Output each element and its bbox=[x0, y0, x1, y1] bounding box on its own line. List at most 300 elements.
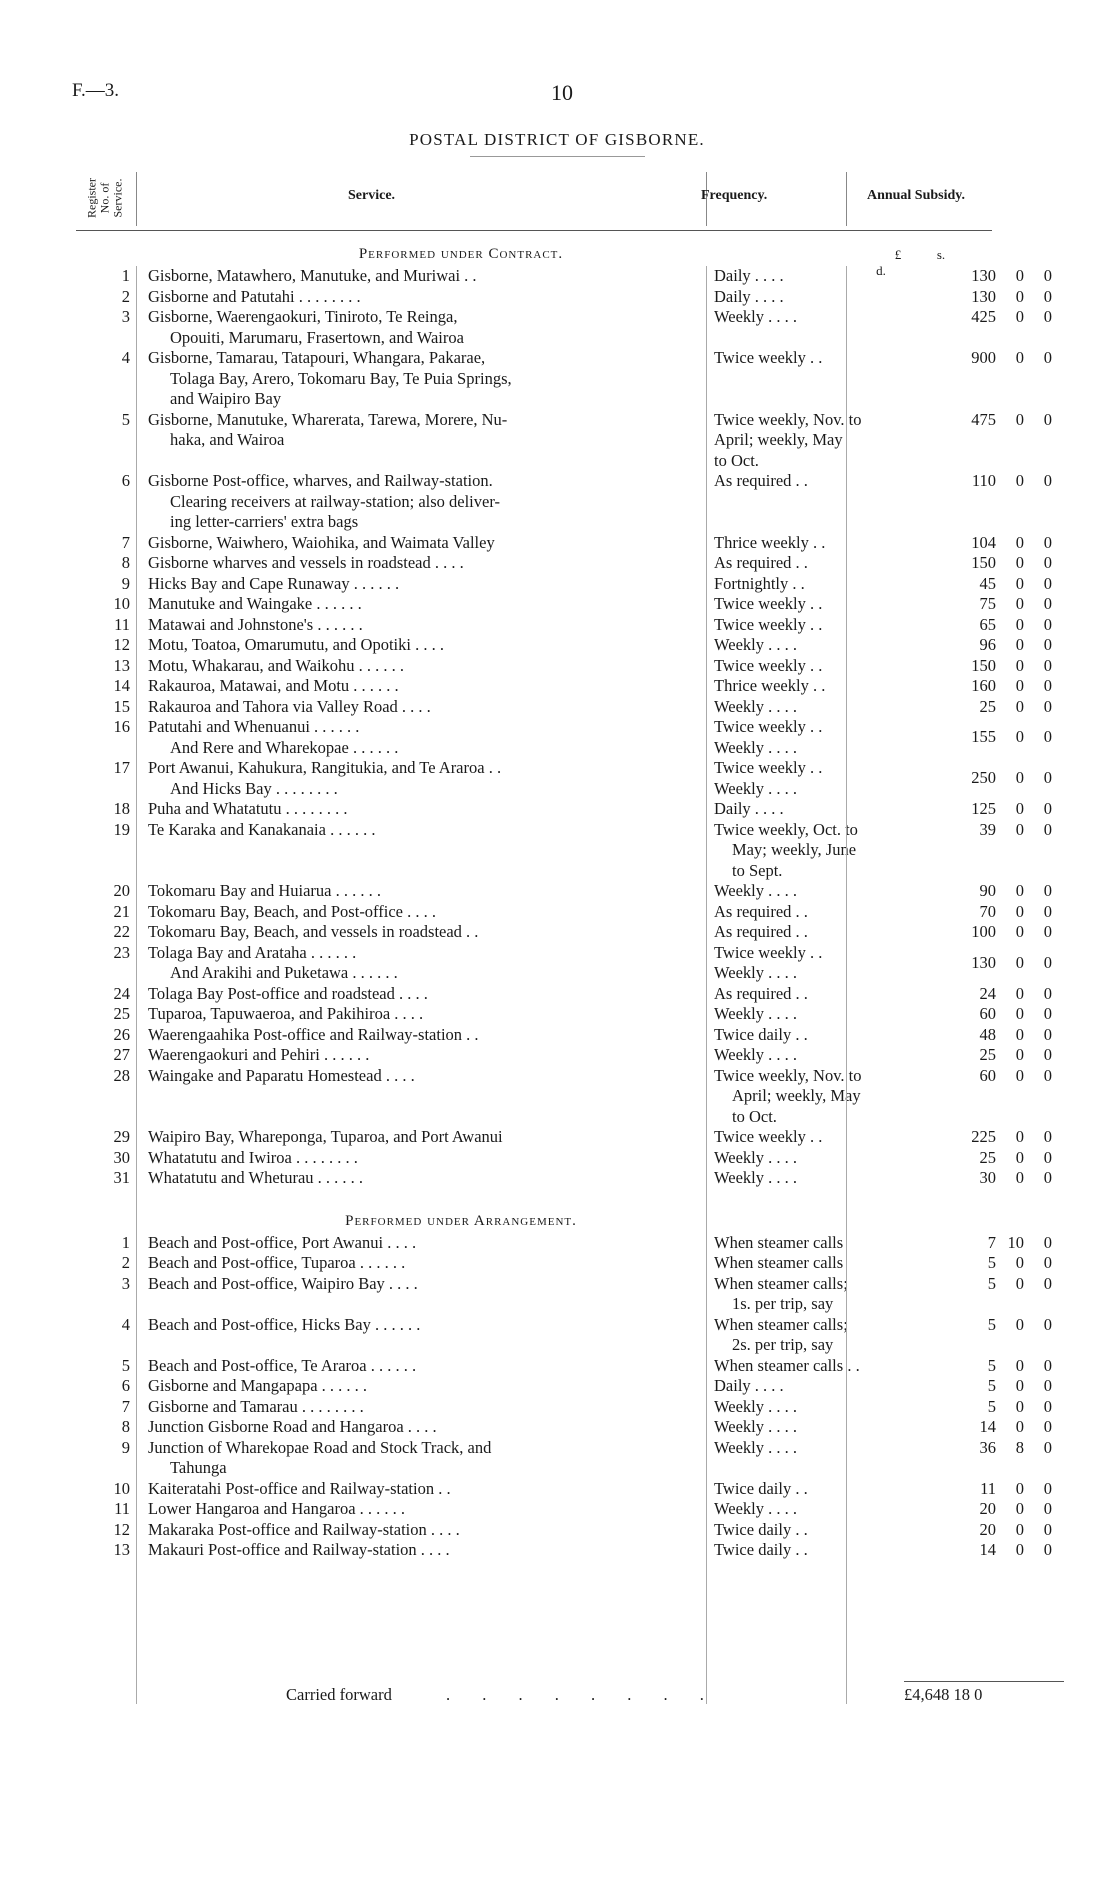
unit-pence: d. bbox=[876, 263, 886, 278]
register-number: 4 bbox=[121, 1314, 130, 1334]
service-line: Tolaga Bay, Arero, Tokomaru Bay, Te Puia Springs, bbox=[170, 368, 512, 388]
page-reference: F.—3. bbox=[72, 80, 120, 101]
service-line: Whatatutu and Wheturau . . . . . . bbox=[148, 1168, 364, 1187]
frequency-line: Daily . . . . bbox=[714, 266, 784, 285]
frequency-cell bbox=[714, 1397, 904, 1418]
frequency-cell bbox=[714, 1520, 904, 1541]
subsidy-pence: 0 bbox=[1043, 799, 1052, 818]
subsidy-pounds: 20 bbox=[979, 1499, 996, 1518]
frequency-line: Weekly . . . . bbox=[714, 778, 797, 798]
subsidy-pence: 0 bbox=[1043, 983, 1052, 1003]
frequency-line: Twice weekly, Nov. to bbox=[714, 409, 862, 429]
table-row bbox=[76, 1273, 1052, 1315]
page-header bbox=[72, 80, 1052, 104]
service-cell bbox=[148, 902, 700, 923]
subsidy-shillings: 8 bbox=[1015, 1437, 1024, 1457]
service-cell bbox=[148, 1233, 700, 1254]
service-cell bbox=[148, 984, 700, 1005]
frequency-line: When steamer calls bbox=[714, 1232, 844, 1252]
subsidy-shillings: 0 bbox=[1015, 573, 1024, 593]
subsidy-pounds: 425 bbox=[971, 307, 996, 326]
frequency-cell bbox=[714, 533, 904, 554]
table-row bbox=[76, 1045, 1052, 1066]
frequency-cell bbox=[714, 1274, 904, 1315]
subsidy-pence: 0 bbox=[1043, 266, 1052, 285]
register-number: 21 bbox=[113, 901, 130, 921]
register-number: 3 bbox=[121, 1273, 130, 1293]
register-number: 10 bbox=[113, 1478, 130, 1498]
service-cell bbox=[148, 471, 700, 533]
frequency-line: to Oct. bbox=[732, 1106, 777, 1126]
service-line bbox=[148, 1086, 694, 1107]
subsidy-pence: 0 bbox=[1043, 1168, 1052, 1187]
service-line bbox=[148, 1335, 694, 1356]
frequency-header: Frequency. bbox=[701, 188, 768, 203]
subsidy-pence: 0 bbox=[1043, 1004, 1052, 1023]
table-row bbox=[76, 1314, 1052, 1356]
subsidy-shillings: 0 bbox=[1015, 1147, 1024, 1167]
service-cell bbox=[148, 1356, 700, 1377]
service-cell bbox=[148, 1148, 700, 1169]
frequency-line: Twice weekly, Nov. to bbox=[714, 1065, 862, 1085]
service-cell bbox=[148, 307, 700, 348]
frequency-cell bbox=[714, 799, 904, 820]
service-cell bbox=[148, 1025, 700, 1046]
register-number: 31 bbox=[113, 1168, 130, 1187]
subsidy-pence: 0 bbox=[1043, 635, 1052, 654]
frequency-line: 2s. per trip, say bbox=[732, 1335, 834, 1354]
register-number: 5 bbox=[121, 1355, 130, 1375]
frequency-line: Twice weekly . . bbox=[714, 594, 823, 613]
frequency-cell bbox=[714, 1253, 904, 1274]
service-line: Beach and Post-office, Te Araroa . . . . . . bbox=[148, 1355, 417, 1375]
service-cell bbox=[148, 553, 700, 574]
subsidy-pounds: 75 bbox=[979, 594, 996, 613]
frequency-line: Twice daily . . bbox=[714, 1024, 808, 1044]
subsidy-shillings: 0 bbox=[1015, 952, 1024, 972]
service-line: And Rere and Wharekopae . . . . . . bbox=[170, 737, 399, 757]
service-cell bbox=[148, 1045, 700, 1066]
subsidy-pence: 0 bbox=[1043, 348, 1052, 367]
table-row bbox=[76, 901, 1052, 923]
subsidy-pence: 0 bbox=[1043, 727, 1052, 746]
register-number: 10 bbox=[113, 594, 130, 613]
table-row bbox=[76, 799, 1052, 820]
service-line: Puha and Whatatutu . . . . . . . . bbox=[148, 799, 348, 818]
service-line: Kaiteratahi Post-office and Railway-station . . bbox=[148, 1478, 451, 1498]
subsidy-pounds: 70 bbox=[979, 901, 996, 921]
subsidy-shillings: 0 bbox=[1015, 471, 1024, 490]
subsidy-shillings: 0 bbox=[1015, 983, 1024, 1003]
service-cell bbox=[148, 758, 700, 799]
subsidy-shillings: 0 bbox=[1015, 553, 1024, 572]
register-number: 6 bbox=[121, 471, 130, 490]
register-number: 7 bbox=[121, 1396, 130, 1416]
register-number: 9 bbox=[121, 1437, 130, 1457]
service-line: Port Awanui, Kahukura, Rangitukia, and Te Araroa . . bbox=[148, 758, 502, 777]
table-row bbox=[76, 614, 1052, 636]
frequency-line: to Oct. bbox=[714, 450, 759, 470]
table-row bbox=[76, 1396, 1052, 1418]
table-row bbox=[76, 1437, 1052, 1479]
frequency-cell bbox=[714, 717, 904, 758]
subsidy-shillings: 0 bbox=[1015, 594, 1024, 613]
subsidy-pounds: 25 bbox=[979, 1045, 996, 1064]
service-cell bbox=[148, 348, 700, 410]
subsidy-pence: 0 bbox=[1043, 1437, 1052, 1457]
subsidy-shillings: 0 bbox=[1015, 266, 1024, 285]
subsidy-pence: 0 bbox=[1043, 1314, 1052, 1334]
service-line: Tuparoa, Tapuwaeroa, and Pakihiroa . . . . bbox=[148, 1004, 424, 1023]
table-row bbox=[76, 1355, 1052, 1377]
frequency-line: Weekly . . . . bbox=[714, 1499, 797, 1518]
unit-shillings: s. bbox=[936, 247, 946, 262]
unit-pounds: £ bbox=[894, 247, 902, 262]
frequency-line: As required . . bbox=[714, 922, 808, 941]
subsidy-pounds: 100 bbox=[971, 922, 996, 941]
subsidy-pence: 0 bbox=[1043, 952, 1052, 972]
service-line: Gisborne, Tamarau, Tatapouri, Whangara, Pakarae, bbox=[148, 348, 486, 367]
register-number: 15 bbox=[113, 696, 130, 716]
table-row bbox=[76, 635, 1052, 656]
service-line: Beach and Post-office, Tuparoa . . . . . . bbox=[148, 1253, 406, 1272]
frequency-line: When steamer calls bbox=[714, 1253, 844, 1272]
subsidy-pounds: 5 bbox=[987, 1376, 996, 1395]
frequency-line: Weekly . . . . bbox=[714, 963, 797, 982]
subsidy-pence: 0 bbox=[1043, 1253, 1052, 1272]
subsidy-pounds: 14 bbox=[979, 1540, 996, 1559]
frequency-line: Weekly . . . . bbox=[714, 1417, 797, 1436]
subsidy-pounds: 110 bbox=[971, 471, 996, 490]
frequency-line: As required . . bbox=[714, 983, 808, 1003]
register-number: 19 bbox=[113, 819, 130, 839]
frequency-cell bbox=[714, 881, 904, 902]
subsidy-shillings: 0 bbox=[1015, 1417, 1024, 1436]
service-line: Gisborne Post-office, wharves, and Railway-station. bbox=[148, 471, 493, 490]
section-gap bbox=[76, 1189, 992, 1209]
frequency-line: Weekly . . . . bbox=[714, 635, 797, 654]
table-row bbox=[76, 696, 1052, 718]
frequency-line: Thrice weekly . . bbox=[714, 532, 826, 552]
frequency-line: Daily . . . . bbox=[714, 799, 784, 818]
page-number: 10 bbox=[551, 80, 573, 105]
service-cell bbox=[148, 615, 700, 636]
frequency-line: Weekly . . . . bbox=[714, 881, 797, 900]
frequency-line: to Sept. bbox=[732, 860, 783, 880]
service-cell bbox=[148, 635, 700, 656]
service-line: ing letter-carriers' extra bags bbox=[170, 512, 359, 531]
service-cell bbox=[148, 656, 700, 677]
subsidy-pounds: 65 bbox=[979, 614, 996, 634]
frequency-line: Fortnightly . . bbox=[714, 573, 805, 593]
frequency-line: Daily . . . . bbox=[714, 286, 784, 306]
service-line: Tokomaru Bay, Beach, and Post-office . . . . bbox=[148, 901, 436, 921]
frequency-cell bbox=[714, 1479, 904, 1500]
subsidy-pence: 0 bbox=[1043, 1232, 1052, 1252]
register-number: 6 bbox=[121, 1376, 130, 1395]
register-number: 1 bbox=[121, 1232, 130, 1252]
frequency-cell bbox=[714, 266, 904, 287]
register-number: 14 bbox=[113, 676, 130, 695]
subsidy-pence: 0 bbox=[1043, 901, 1052, 921]
subsidy-pounds: 7 bbox=[987, 1232, 996, 1252]
service-line: Tolaga Bay and Arataha . . . . . . bbox=[148, 942, 357, 962]
service-line: Tokomaru Bay and Huiarua . . . . . . bbox=[148, 881, 381, 900]
carried-forward-row bbox=[76, 1685, 992, 1711]
subsidy-pence: 0 bbox=[1043, 1499, 1052, 1518]
service-cell bbox=[148, 799, 700, 820]
service-header: Service. bbox=[348, 188, 396, 203]
service-line: Whatatutu and Iwiroa . . . . . . . . bbox=[148, 1147, 358, 1167]
register-number: 26 bbox=[113, 1024, 130, 1044]
subsidy-shillings: 0 bbox=[1015, 1024, 1024, 1044]
table-row bbox=[76, 266, 1052, 287]
service-cell bbox=[148, 574, 700, 595]
subsidy-shillings: 0 bbox=[1015, 1499, 1024, 1518]
service-line bbox=[148, 1294, 694, 1315]
table-row bbox=[76, 1065, 1052, 1128]
frequency-cell bbox=[714, 287, 904, 308]
subsidy-pounds: 14 bbox=[979, 1417, 996, 1436]
frequency-cell bbox=[714, 1376, 904, 1397]
subsidy-pence: 0 bbox=[1043, 1045, 1052, 1064]
table-row bbox=[76, 1253, 1052, 1274]
register-number: 7 bbox=[121, 532, 130, 552]
table-row bbox=[76, 1540, 1052, 1561]
register-number: 11 bbox=[114, 614, 130, 634]
subsidy-pence: 0 bbox=[1043, 676, 1052, 695]
frequency-cell bbox=[714, 1127, 904, 1148]
frequency-cell bbox=[714, 1233, 904, 1254]
subsidy-pence: 0 bbox=[1043, 1376, 1052, 1395]
register-number: 27 bbox=[113, 1045, 130, 1064]
service-line: Rakauroa, Matawai, and Motu . . . . . . bbox=[148, 676, 399, 695]
service-cell bbox=[148, 1479, 700, 1500]
frequency-cell bbox=[714, 676, 904, 697]
table-row bbox=[76, 1478, 1052, 1500]
service-line bbox=[148, 1107, 694, 1128]
register-number: 12 bbox=[113, 1519, 130, 1539]
service-rule bbox=[706, 266, 707, 1704]
table-row bbox=[76, 922, 1052, 943]
subsidy-shillings: 0 bbox=[1015, 676, 1024, 695]
service-cell bbox=[148, 1168, 700, 1189]
table-row bbox=[76, 532, 1052, 554]
frequency-cell bbox=[714, 820, 904, 882]
service-cell bbox=[148, 1066, 700, 1128]
service-line: Gisborne and Mangapapa . . . . . . bbox=[148, 1376, 368, 1395]
subsidy-pounds: 5 bbox=[987, 1355, 996, 1375]
service-cell bbox=[148, 1499, 700, 1520]
register-number: 13 bbox=[113, 1540, 130, 1559]
frequency-line: When steamer calls; bbox=[714, 1314, 848, 1334]
frequency-line: Twice weekly . . bbox=[714, 1127, 823, 1146]
subsidy-header: Annual Subsidy. bbox=[866, 188, 966, 203]
table-row bbox=[76, 348, 1052, 410]
frequency-line: April; weekly, May bbox=[732, 1086, 861, 1105]
subsidy-pounds: 5 bbox=[987, 1314, 996, 1334]
service-line: Manutuke and Waingake . . . . . . bbox=[148, 594, 362, 613]
subsidy-pounds: 900 bbox=[971, 348, 996, 367]
subsidy-pence: 0 bbox=[1043, 1127, 1052, 1146]
register-number: 12 bbox=[113, 635, 130, 654]
register-number: 23 bbox=[113, 942, 130, 962]
frequency-cell bbox=[714, 656, 904, 677]
service-cell bbox=[148, 1253, 700, 1274]
subsidy-shillings: 0 bbox=[1015, 901, 1024, 921]
subsidy-shillings: 0 bbox=[1015, 881, 1024, 900]
frequency-line: Weekly . . . . bbox=[714, 737, 797, 757]
subsidy-pounds: 96 bbox=[979, 635, 996, 654]
subsidy-pounds: 5 bbox=[987, 1253, 996, 1272]
service-line: Rakauroa and Tahora via Valley Road . . . . bbox=[148, 696, 431, 716]
table-row bbox=[76, 1499, 1052, 1520]
frequency-line: Twice weekly . . bbox=[714, 655, 823, 675]
subsidy-pence: 0 bbox=[1043, 655, 1052, 675]
register-header bbox=[76, 170, 134, 226]
subsidy-pounds: 90 bbox=[979, 881, 996, 900]
register-number: 8 bbox=[121, 553, 130, 572]
frequency-cell bbox=[714, 1148, 904, 1169]
subsidy-shillings: 0 bbox=[1015, 532, 1024, 552]
table-row bbox=[76, 1024, 1052, 1046]
service-line: Gisborne, Matawhero, Manutuke, and Muriwai . . bbox=[148, 266, 477, 285]
frequency-line: Twice weekly, Oct. to bbox=[714, 819, 858, 839]
subsidy-pounds: 24 bbox=[979, 983, 996, 1003]
carried-forward-total: £4,648 18 0 bbox=[904, 1685, 983, 1704]
subsidy-shillings: 0 bbox=[1015, 1396, 1024, 1416]
title-rule bbox=[470, 156, 645, 157]
service-cell bbox=[148, 676, 700, 697]
table-row bbox=[76, 307, 1052, 348]
register-number: 4 bbox=[121, 348, 130, 367]
frequency-cell bbox=[714, 697, 904, 718]
frequency-cell bbox=[714, 471, 904, 492]
subsidy-pence: 0 bbox=[1043, 1147, 1052, 1167]
service-cell bbox=[148, 1520, 700, 1541]
subsidy-shillings: 0 bbox=[1015, 348, 1024, 367]
service-line: Tahunga bbox=[170, 1458, 227, 1477]
subsidy-pence: 0 bbox=[1043, 1540, 1052, 1559]
register-number: 16 bbox=[113, 717, 130, 736]
service-line: Waerengaokuri and Pehiri . . . . . . bbox=[148, 1045, 370, 1064]
register-number: 22 bbox=[113, 922, 130, 941]
frequency-cell bbox=[714, 943, 904, 984]
service-line: Beach and Post-office, Hicks Bay . . . . . . bbox=[148, 1314, 421, 1334]
subsidy-shillings: 0 bbox=[1015, 1127, 1024, 1146]
subsidy-shillings: 0 bbox=[1015, 1065, 1024, 1085]
subsidy-pence: 0 bbox=[1043, 819, 1052, 839]
frequency-cell bbox=[714, 635, 904, 656]
subsidy-pounds: 5 bbox=[987, 1273, 996, 1293]
service-line: And Hicks Bay . . . . . . . . bbox=[170, 778, 338, 798]
frequency-line: When steamer calls; bbox=[714, 1273, 848, 1293]
subsidy-pence: 0 bbox=[1043, 768, 1052, 787]
service-cell bbox=[148, 287, 700, 308]
subsidy-pounds: 39 bbox=[979, 819, 996, 839]
subsidy-pence: 0 bbox=[1043, 307, 1052, 326]
register-number: 20 bbox=[113, 881, 130, 900]
frequency-cell bbox=[714, 1540, 904, 1561]
table-row bbox=[76, 676, 1052, 697]
table-row bbox=[76, 758, 1052, 799]
subsidy-pounds: 125 bbox=[971, 799, 996, 818]
table-row bbox=[76, 286, 1052, 308]
subsidy-shillings: 0 bbox=[1015, 286, 1024, 306]
frequency-line: As required . . bbox=[714, 901, 808, 921]
subsidy-pence: 0 bbox=[1043, 1396, 1052, 1416]
frequency-line: April; weekly, May bbox=[714, 430, 843, 449]
frequency-line: Weekly . . . . bbox=[714, 1396, 797, 1416]
service-cell bbox=[148, 1315, 700, 1356]
subsidy-pounds: 130 bbox=[971, 286, 996, 306]
frequency-cell bbox=[714, 1045, 904, 1066]
frequency-cell bbox=[714, 615, 904, 636]
table-row bbox=[76, 1376, 1052, 1397]
frequency-cell bbox=[714, 1066, 904, 1128]
register-number: 25 bbox=[113, 1004, 130, 1023]
service-cell bbox=[148, 943, 700, 984]
service-line: Gisborne, Waiwhero, Waiohika, and Waimata Valley bbox=[148, 532, 495, 552]
subsidy-pence: 0 bbox=[1043, 409, 1052, 429]
service-line bbox=[148, 451, 694, 472]
frequency-line: Twice weekly . . bbox=[714, 614, 823, 634]
subsidy-pounds: 475 bbox=[971, 409, 996, 429]
register-number: 18 bbox=[113, 799, 130, 818]
service-line bbox=[148, 861, 694, 882]
subsidy-pence: 0 bbox=[1043, 1519, 1052, 1539]
service-cell bbox=[148, 266, 700, 287]
section-title: Performed under Contract. bbox=[358, 246, 564, 262]
service-cell bbox=[148, 1438, 700, 1479]
subsidy-pounds: 45 bbox=[979, 573, 996, 593]
subsidy-pounds: 36 bbox=[979, 1437, 996, 1457]
frequency-rule bbox=[846, 266, 847, 1704]
service-cell bbox=[148, 1417, 700, 1438]
carried-forward-leader: . . . . . . . . bbox=[446, 1685, 718, 1704]
frequency-cell bbox=[714, 1417, 904, 1438]
subsidy-shillings: 0 bbox=[1015, 922, 1024, 941]
service-line: Gisborne, Waerengaokuri, Tiniroto, Te Reinga, bbox=[148, 307, 458, 326]
register-number: 24 bbox=[113, 983, 130, 1003]
subsidy-shillings: 0 bbox=[1015, 819, 1024, 839]
subsidy-pounds: 25 bbox=[979, 696, 996, 716]
subsidy-pence: 0 bbox=[1043, 922, 1052, 941]
register-number: 28 bbox=[113, 1065, 130, 1085]
table-row bbox=[76, 409, 1052, 472]
frequency-line: As required . . bbox=[714, 471, 808, 490]
frequency-line: Twice weekly . . bbox=[714, 348, 823, 367]
subsidy-pounds: 225 bbox=[971, 1127, 996, 1146]
frequency-line: Weekly . . . . bbox=[714, 1437, 797, 1457]
register-number: 8 bbox=[121, 1417, 130, 1436]
frequency-cell bbox=[714, 1315, 904, 1356]
service-line: Lower Hangaroa and Hangaroa . . . . . . bbox=[148, 1499, 406, 1518]
subsidy-shillings: 0 bbox=[1015, 1273, 1024, 1293]
section-title: Performed under Arrangement. bbox=[345, 1212, 577, 1229]
frequency-line: Weekly . . . . bbox=[714, 1045, 797, 1064]
frequency-line: 1s. per trip, say bbox=[732, 1294, 834, 1313]
subsidy-pence: 0 bbox=[1043, 594, 1052, 613]
register-number: 2 bbox=[121, 1253, 130, 1272]
service-line: Waerengaahika Post-office and Railway-station . . bbox=[148, 1024, 479, 1044]
service-line: and Waipiro Bay bbox=[170, 389, 282, 408]
service-line: Hicks Bay and Cape Runaway . . . . . . bbox=[148, 573, 400, 593]
register-number: 1 bbox=[121, 266, 130, 285]
service-cell bbox=[148, 922, 700, 943]
table-row bbox=[76, 573, 1052, 595]
subsidy-shillings: 0 bbox=[1015, 655, 1024, 675]
